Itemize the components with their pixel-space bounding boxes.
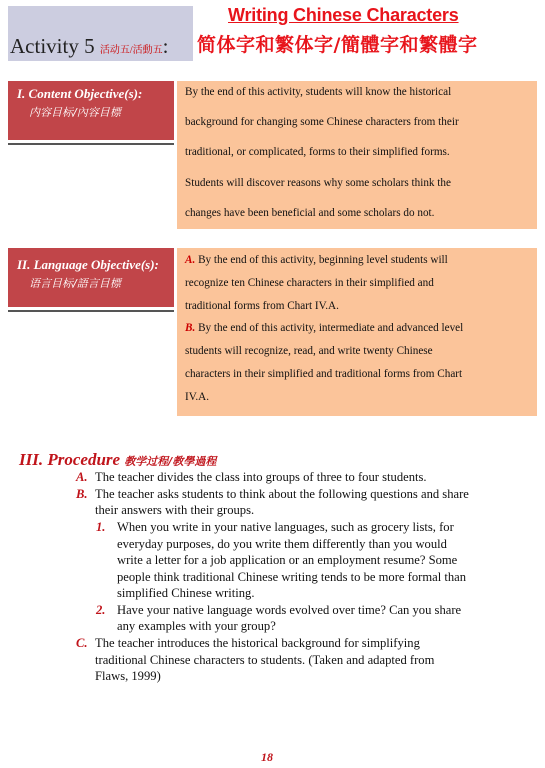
procedure-step-c-line: The teacher introduces the historical background for simplifying [95, 636, 420, 650]
procedure-step-b2-line: Have your native language words evolved over time? Can you share [117, 603, 462, 617]
procedure-step-b2-line: any examples with your group? [117, 619, 276, 633]
content-objective-text-box [177, 81, 537, 229]
content-objective-line: traditional, or complicated, forms to their simplified forms. [185, 146, 450, 158]
procedure-step-c-line: Flaws, 1999) [95, 669, 161, 683]
language-objective-line: students will recognize, read, and write twenty Chinese [185, 345, 433, 357]
procedure-title-zh: 教学过程/教學過程 [124, 455, 217, 468]
procedure-step-b-line: The teacher asks students to think about the following questions and share [95, 487, 469, 501]
content-objective-label-zh: 内容目标/內容目標 [29, 106, 121, 119]
language-objective-line: characters in their simplified and traditional forms from Chart [185, 368, 463, 380]
language-objective-b-text: By the end of this activity, intermediate and advanced level [195, 322, 464, 334]
procedure-marker-b1: 1. [96, 520, 106, 534]
content-objective-line: changes have been beneficial and some scholars do not. [185, 207, 435, 219]
procedure-step-b-line: their answers with their groups. [95, 503, 255, 517]
procedure-marker-b2: 2. [96, 603, 106, 617]
language-objective-line: recognize ten Chinese characters in their simplified and [185, 277, 434, 289]
procedure-step-a: The teacher divides the class into groups of three to four students. [95, 470, 427, 484]
content-objective-line: background for changing some Chinese characters from their [185, 116, 459, 128]
objective-marker-a: A. [185, 254, 196, 266]
language-objective-label: II. Language Objective(s): [17, 257, 159, 272]
procedure-marker-b: B. [76, 487, 88, 501]
content-objective-line: Students will discover reasons why some scholars think the [185, 177, 451, 189]
content-objective-rule [8, 143, 174, 145]
procedure-title [19, 450, 216, 470]
language-objective-line: traditional forms from Chart IV.A. [185, 300, 339, 312]
heading-english: Writing Chinese Characters [228, 5, 459, 25]
language-objective-line-b [185, 322, 463, 334]
objective-marker-b: B. [185, 322, 196, 334]
procedure-marker-a: A. [76, 470, 88, 484]
procedure-step-b1-line: write a letter for a job application or an employment resume? Some [117, 553, 458, 567]
language-objective-label-box [8, 248, 174, 307]
activity-subtitle: 活动五/活動五 [99, 45, 163, 56]
procedure-title-en: III. Procedure [19, 450, 121, 469]
language-objective-rule [8, 310, 174, 312]
activity-title [10, 34, 168, 59]
procedure-step-c-line: traditional Chinese characters to students. (Taken and adapted from [95, 653, 435, 667]
procedure-marker-c: C. [76, 636, 88, 650]
content-objective-line: By the end of this activity, students will know the historical [185, 86, 452, 98]
language-objective-a-text: By the end of this activity, beginning level students will [195, 254, 448, 266]
language-objective-text-box [177, 248, 537, 416]
page-number: 18 [261, 750, 273, 764]
procedure-step-b1-line: people think traditional Chinese writing tends to be more formal than [117, 570, 467, 584]
procedure-step-b1-line: When you write in your native languages, such as grocery lists, for [117, 520, 454, 534]
heading-chinese: 简体字和繁体字/簡體字和繁體字 [197, 34, 478, 56]
language-objective-label-zh: 语言目标/語言目標 [29, 277, 121, 290]
procedure-step-b1-line: simplified Chinese writing. [117, 586, 255, 600]
language-objective-line: IV.A. [185, 391, 210, 403]
activity-colon: : [162, 34, 169, 58]
content-objective-label-box [8, 81, 174, 140]
procedure-step-b1-line: everyday purposes, do you write them differently than you would [117, 537, 447, 551]
content-objective-label: I. Content Objective(s): [17, 86, 143, 101]
language-objective-line-a [185, 254, 448, 266]
activity-label: Activity 5 [10, 34, 95, 58]
